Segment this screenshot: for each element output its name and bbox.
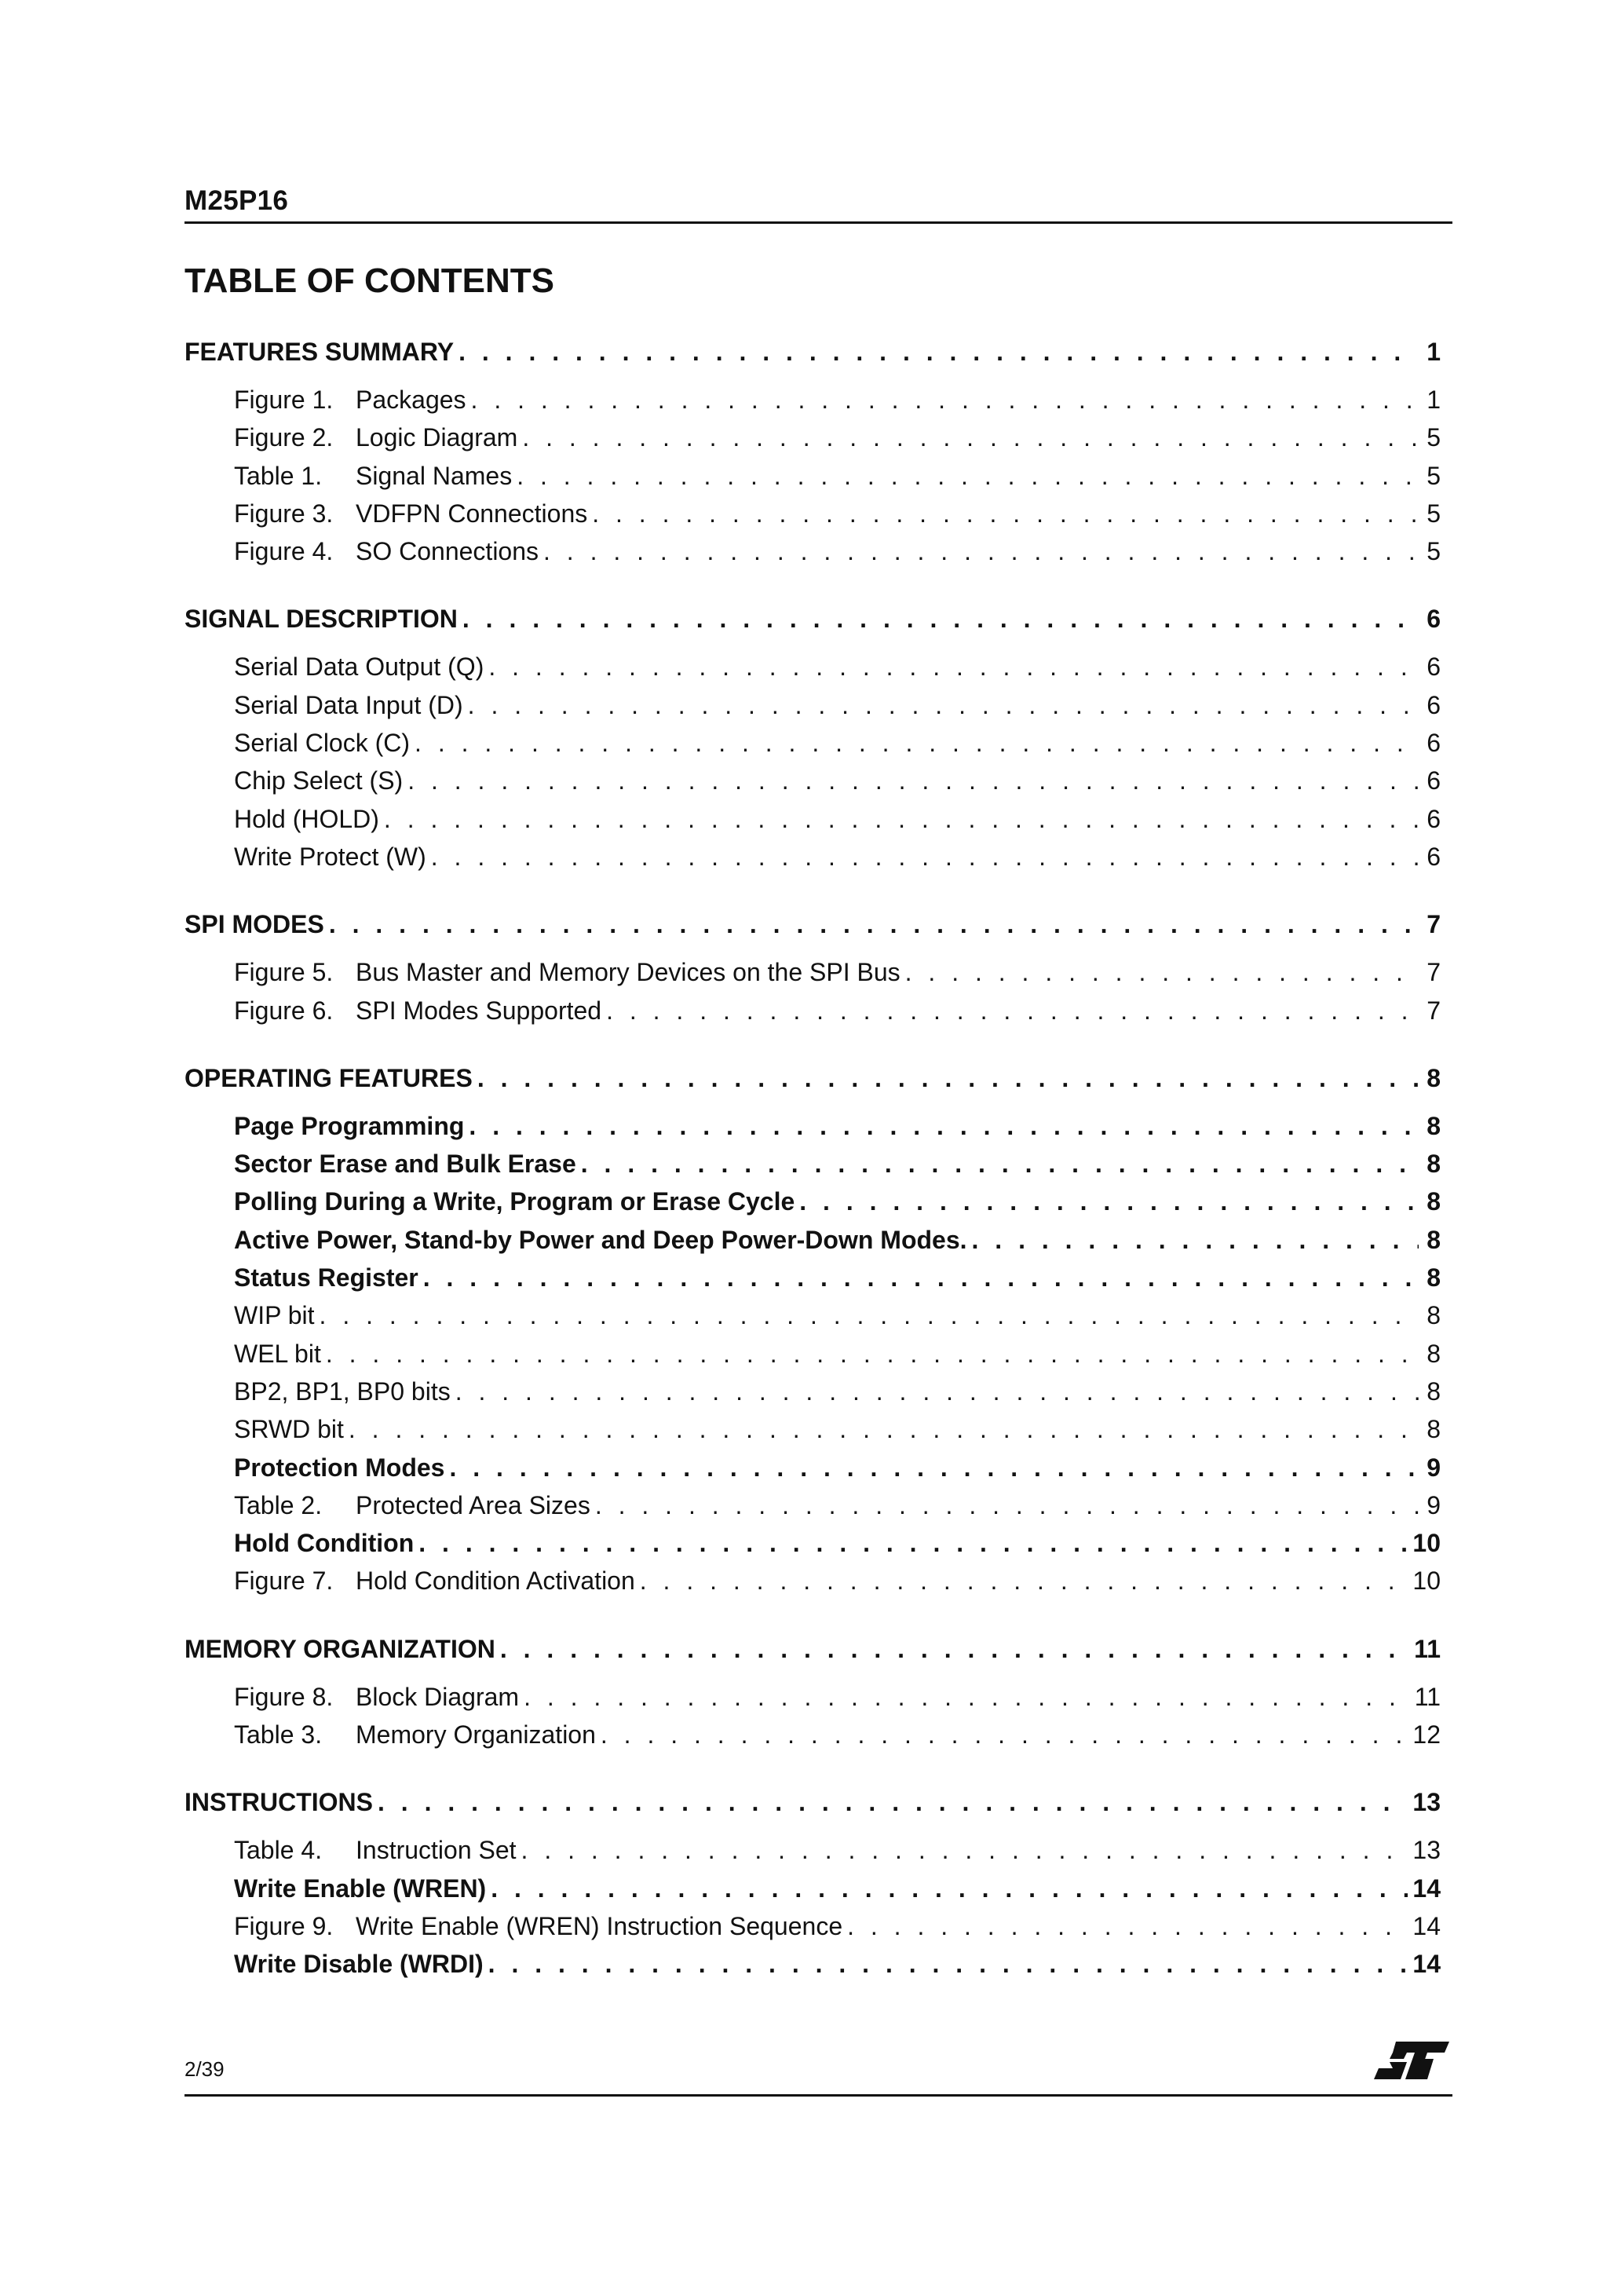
toc-entry[interactable] [184, 1221, 1441, 1259]
toc-page-number: 6 [1427, 690, 1441, 719]
toc-leader-dots [543, 532, 1419, 570]
toc-section-heading[interactable] [184, 1783, 1441, 1822]
toc-leader-dots [905, 953, 1419, 991]
toc-page-number: 9 [1427, 1453, 1441, 1482]
toc-entry[interactable] [184, 1183, 1441, 1220]
toc-page-number: 5 [1427, 461, 1441, 490]
toc-page-number: 11 [1414, 1634, 1441, 1663]
toc-entry-label [234, 1259, 418, 1296]
toc-leader-dots [384, 800, 1419, 838]
toc-entry[interactable] [184, 838, 1441, 876]
toc-page-number: 1 [1427, 338, 1441, 366]
toc-entry-text: Serial Data Input (D) [234, 690, 463, 719]
toc-entry-text: SO Connections [356, 537, 539, 566]
toc-leader-dots [469, 1107, 1419, 1145]
toc-section-heading[interactable] [184, 600, 1441, 638]
toc-page-number: 6 [1427, 653, 1441, 682]
toc-entry-text: Sector Erase and Bulk Erase [234, 1150, 576, 1179]
toc-entry-prefix: Figure 8. [234, 1682, 334, 1711]
toc-section-heading[interactable] [184, 333, 1441, 371]
toc-leader-dots [378, 1783, 1408, 1821]
toc-entry[interactable] [184, 1907, 1441, 1945]
toc-entry-label [234, 1524, 414, 1562]
toc-leader-dots [581, 1145, 1419, 1183]
toc-section-heading[interactable] [184, 1059, 1441, 1098]
st-logo-icon [1372, 2037, 1451, 2084]
toc-entry-text: Write Disable (WRDI) [234, 1950, 484, 1979]
toc-entry-text: Serial Data Output (Q) [234, 653, 484, 682]
toc-entry-text: Protected Area Sizes [356, 1490, 590, 1519]
toc-entry-text: Write Enable (WREN) [234, 1874, 487, 1903]
toc-entry-label [234, 1107, 464, 1145]
toc-page-number: 11 [1414, 1682, 1441, 1711]
toc-leader-dots [407, 762, 1419, 799]
toc-heading-label: FEATURES SUMMARY [184, 338, 455, 366]
toc-entry-label [234, 419, 517, 456]
toc-leader-dots [500, 1630, 1409, 1668]
toc-heading-label: INSTRUCTIONS [184, 1788, 373, 1817]
toc-entry-label [234, 1678, 519, 1716]
toc-entry[interactable] [184, 953, 1441, 991]
toc-entry-prefix: Figure 4. [234, 537, 334, 566]
toc-leader-dots [431, 838, 1419, 876]
toc-leader-dots [522, 419, 1419, 456]
toc-leader-dots [595, 1486, 1419, 1524]
toc-entry-text: Hold (HOLD) [234, 804, 379, 833]
toc-leader-dots [521, 1831, 1408, 1869]
toc-leader-dots [524, 1678, 1410, 1716]
toc-entry[interactable] [184, 1373, 1441, 1410]
toc-entry-text: WIP bit [234, 1301, 315, 1330]
toc-page-number: 7 [1427, 996, 1441, 1025]
toc-section [184, 333, 1441, 570]
toc-leader-dots [418, 1524, 1408, 1562]
toc-entry-label [234, 800, 379, 838]
toc-section-heading[interactable] [184, 905, 1441, 944]
toc-entry[interactable] [184, 495, 1441, 532]
toc-entry-label [234, 1907, 842, 1945]
toc-page-number: 8 [1427, 1377, 1441, 1406]
toc-entry[interactable] [184, 1486, 1441, 1524]
toc-leader-dots [601, 1716, 1408, 1753]
toc-entry-label [234, 953, 901, 991]
toc-heading-label: SIGNAL DESCRIPTION [184, 605, 458, 634]
toc-section-heading[interactable] [184, 1630, 1441, 1669]
toc-section [184, 1630, 1441, 1754]
toc-page-number: 10 [1412, 1567, 1441, 1596]
toc-leader-dots [799, 1183, 1419, 1220]
toc-heading-label: MEMORY ORGANIZATION [184, 1634, 495, 1663]
toc-entry[interactable] [184, 762, 1441, 799]
header-rule [184, 221, 1452, 224]
toc-entry-label [234, 1945, 484, 1983]
toc-entry-text: Page Programming [234, 1111, 465, 1140]
toc-entry-label [234, 648, 484, 686]
toc-leader-dots [606, 992, 1419, 1029]
toc-section [184, 600, 1441, 876]
toc-entry-text: Signal Names [356, 461, 513, 490]
toc-entry-prefix: Figure 3. [234, 499, 334, 528]
toc-leader-dots [423, 1259, 1419, 1296]
toc-entry-text: Polling During a Write, Program or Erase Cycle [234, 1187, 795, 1216]
toc-entry-prefix: Table 2. [234, 1490, 323, 1519]
document-title: M25P16 [184, 185, 289, 216]
footer-page-number: 2/39 [184, 2057, 225, 2081]
toc-leader-dots [972, 1221, 1419, 1259]
toc-entry-prefix: Table 4. [234, 1836, 323, 1865]
toc-heading-label: OPERATING FEATURES [184, 1063, 473, 1092]
toc-entry-prefix: Figure 1. [234, 386, 334, 414]
toc-entry-prefix: Figure 5. [234, 958, 334, 987]
toc-entry[interactable] [184, 686, 1441, 724]
toc-entry-label [234, 686, 463, 724]
toc-entry-text: Memory Organization [356, 1720, 596, 1749]
toc-page-number: 6 [1427, 842, 1441, 871]
toc-leader-dots [517, 457, 1419, 495]
toc-entry-text: SPI Modes Supported [356, 996, 602, 1025]
toc-entry[interactable] [184, 800, 1441, 838]
toc-entry-label [234, 1145, 576, 1183]
toc-page-number: 8 [1427, 1301, 1441, 1330]
toc-entry[interactable] [184, 1524, 1441, 1562]
toc-leader-dots [471, 381, 1419, 419]
toc-entry-text: Hold Condition [234, 1529, 415, 1558]
toc-leader-dots [415, 724, 1419, 762]
toc-page-number: 7 [1427, 910, 1441, 939]
toc-leader-dots [462, 600, 1419, 638]
toc-entry[interactable] [184, 1716, 1441, 1753]
toc-entry-text: Write Enable (WREN) Instruction Sequence [356, 1911, 843, 1940]
toc-leader-dots [458, 333, 1419, 371]
toc-entry-label [234, 724, 410, 762]
toc-page-number: 14 [1412, 1911, 1441, 1940]
table-of-contents [184, 333, 1441, 2013]
toc-leader-dots [455, 1373, 1419, 1410]
toc-heading: TABLE OF CONTENTS [184, 261, 554, 300]
toc-entry[interactable] [184, 1296, 1441, 1334]
toc-entry[interactable] [184, 1410, 1441, 1448]
toc-page-number: 14 [1412, 1950, 1441, 1979]
toc-page-number: 5 [1427, 499, 1441, 528]
toc-entry-text: Bus Master and Memory Devices on the SPI Bus [356, 958, 901, 987]
toc-entry[interactable] [184, 1678, 1441, 1716]
toc-entry-text: Write Protect (W) [234, 842, 426, 871]
toc-leader-dots [349, 1410, 1419, 1448]
toc-entry-text: WEL bit [234, 1339, 321, 1368]
toc-entry-label [234, 838, 426, 876]
toc-entry[interactable] [184, 648, 1441, 686]
toc-entry[interactable] [184, 1145, 1441, 1183]
toc-entry-label [234, 1831, 517, 1869]
toc-entry-prefix: Table 1. [234, 461, 323, 490]
toc-entry[interactable] [184, 1870, 1441, 1907]
toc-entry-label [234, 1449, 444, 1486]
toc-page-number: 14 [1412, 1874, 1441, 1903]
toc-page-number: 6 [1427, 766, 1441, 795]
toc-section [184, 905, 1441, 1029]
toc-entry-label [234, 1335, 321, 1373]
toc-entry-text: Serial Clock (C) [234, 729, 411, 758]
toc-entry-label [234, 457, 512, 495]
toc-leader-dots [329, 905, 1419, 943]
toc-page-number: 5 [1427, 423, 1441, 452]
toc-page-number: 8 [1427, 1225, 1441, 1254]
toc-entry-label [234, 381, 466, 419]
toc-page-number: 6 [1427, 605, 1441, 634]
toc-entry[interactable] [184, 724, 1441, 762]
toc-entry[interactable] [184, 1335, 1441, 1373]
toc-entry[interactable] [184, 1831, 1441, 1869]
toc-entry[interactable] [184, 992, 1441, 1029]
toc-section [184, 1059, 1441, 1600]
toc-page-number: 13 [1412, 1788, 1441, 1817]
toc-page-number: 8 [1427, 1063, 1441, 1092]
toc-entry-text: Active Power, Stand-by Power and Deep Power-Down Modes. [234, 1225, 967, 1254]
toc-leader-dots [468, 686, 1419, 724]
toc-page-number: 9 [1427, 1490, 1441, 1519]
toc-page-number: 8 [1427, 1111, 1441, 1140]
toc-leader-dots [592, 495, 1419, 532]
toc-entry-label [234, 1716, 596, 1753]
toc-entry-text: Instruction Set [356, 1836, 517, 1865]
toc-page-number: 8 [1427, 1187, 1441, 1216]
toc-entry-label [234, 532, 539, 570]
toc-entry[interactable] [184, 1259, 1441, 1296]
toc-section [184, 1783, 1441, 1983]
toc-leader-dots [326, 1335, 1419, 1373]
toc-entry-text: Logic Diagram [356, 423, 518, 452]
toc-entry-text: BP2, BP1, BP0 bits [234, 1377, 451, 1406]
toc-entry-label [234, 1562, 635, 1600]
toc-page-number: 8 [1427, 1415, 1441, 1444]
toc-entry-text: Hold Condition Activation [356, 1567, 635, 1596]
toc-entry-label [234, 1486, 590, 1524]
toc-entry-label [234, 992, 601, 1029]
toc-entry-label [234, 1373, 451, 1410]
toc-entry-label [234, 1183, 795, 1220]
toc-entry-prefix: Figure 2. [234, 423, 334, 452]
toc-page-number: 1 [1427, 386, 1441, 414]
toc-page-number: 13 [1412, 1836, 1441, 1865]
toc-entry[interactable] [184, 1107, 1441, 1145]
toc-page-number: 10 [1412, 1529, 1441, 1558]
toc-page-number: 6 [1427, 729, 1441, 758]
toc-entry-prefix: Figure 7. [234, 1567, 334, 1596]
toc-leader-dots [491, 1870, 1408, 1907]
toc-entry-text: SRWD bit [234, 1415, 344, 1444]
toc-leader-dots [477, 1059, 1419, 1097]
toc-entry-text: Chip Select (S) [234, 766, 404, 795]
toc-entry-text: Status Register [234, 1263, 418, 1292]
toc-entry-label [234, 1221, 967, 1259]
toc-entry[interactable] [184, 1449, 1441, 1486]
toc-entry[interactable] [184, 419, 1441, 456]
toc-page-number: 8 [1427, 1339, 1441, 1368]
toc-entry-prefix: Figure 9. [234, 1911, 334, 1940]
toc-heading-label: SPI MODES [184, 910, 324, 939]
toc-leader-dots [488, 648, 1419, 686]
toc-page-number: 12 [1412, 1720, 1441, 1749]
toc-entry-label [234, 762, 403, 799]
toc-entry[interactable] [184, 532, 1441, 570]
toc-leader-dots [449, 1449, 1419, 1486]
toc-leader-dots [640, 1562, 1408, 1600]
toc-page-number: 7 [1427, 958, 1441, 987]
toc-page-number: 8 [1427, 1150, 1441, 1179]
toc-leader-dots [847, 1907, 1408, 1945]
toc-entry-text: Protection Modes [234, 1453, 445, 1482]
toc-entry-text: Packages [356, 386, 466, 414]
toc-entry[interactable] [184, 381, 1441, 419]
toc-leader-dots [488, 1945, 1408, 1983]
toc-page-number: 6 [1427, 804, 1441, 833]
toc-entry-label [234, 1296, 315, 1334]
toc-entry-label [234, 1870, 486, 1907]
toc-entry[interactable] [184, 457, 1441, 495]
toc-entry-text: VDFPN Connections [356, 499, 588, 528]
toc-page-number: 8 [1427, 1263, 1441, 1292]
toc-entry-prefix: Table 3. [234, 1720, 323, 1749]
toc-entry[interactable] [184, 1945, 1441, 1983]
toc-entry-label [234, 495, 587, 532]
toc-entry-prefix: Figure 6. [234, 996, 334, 1025]
toc-page-number: 5 [1427, 537, 1441, 566]
toc-entry[interactable] [184, 1562, 1441, 1600]
toc-entry-label [234, 1410, 344, 1448]
toc-entry-text: Block Diagram [356, 1682, 520, 1711]
footer-rule [184, 2094, 1452, 2097]
toc-leader-dots [320, 1296, 1419, 1334]
